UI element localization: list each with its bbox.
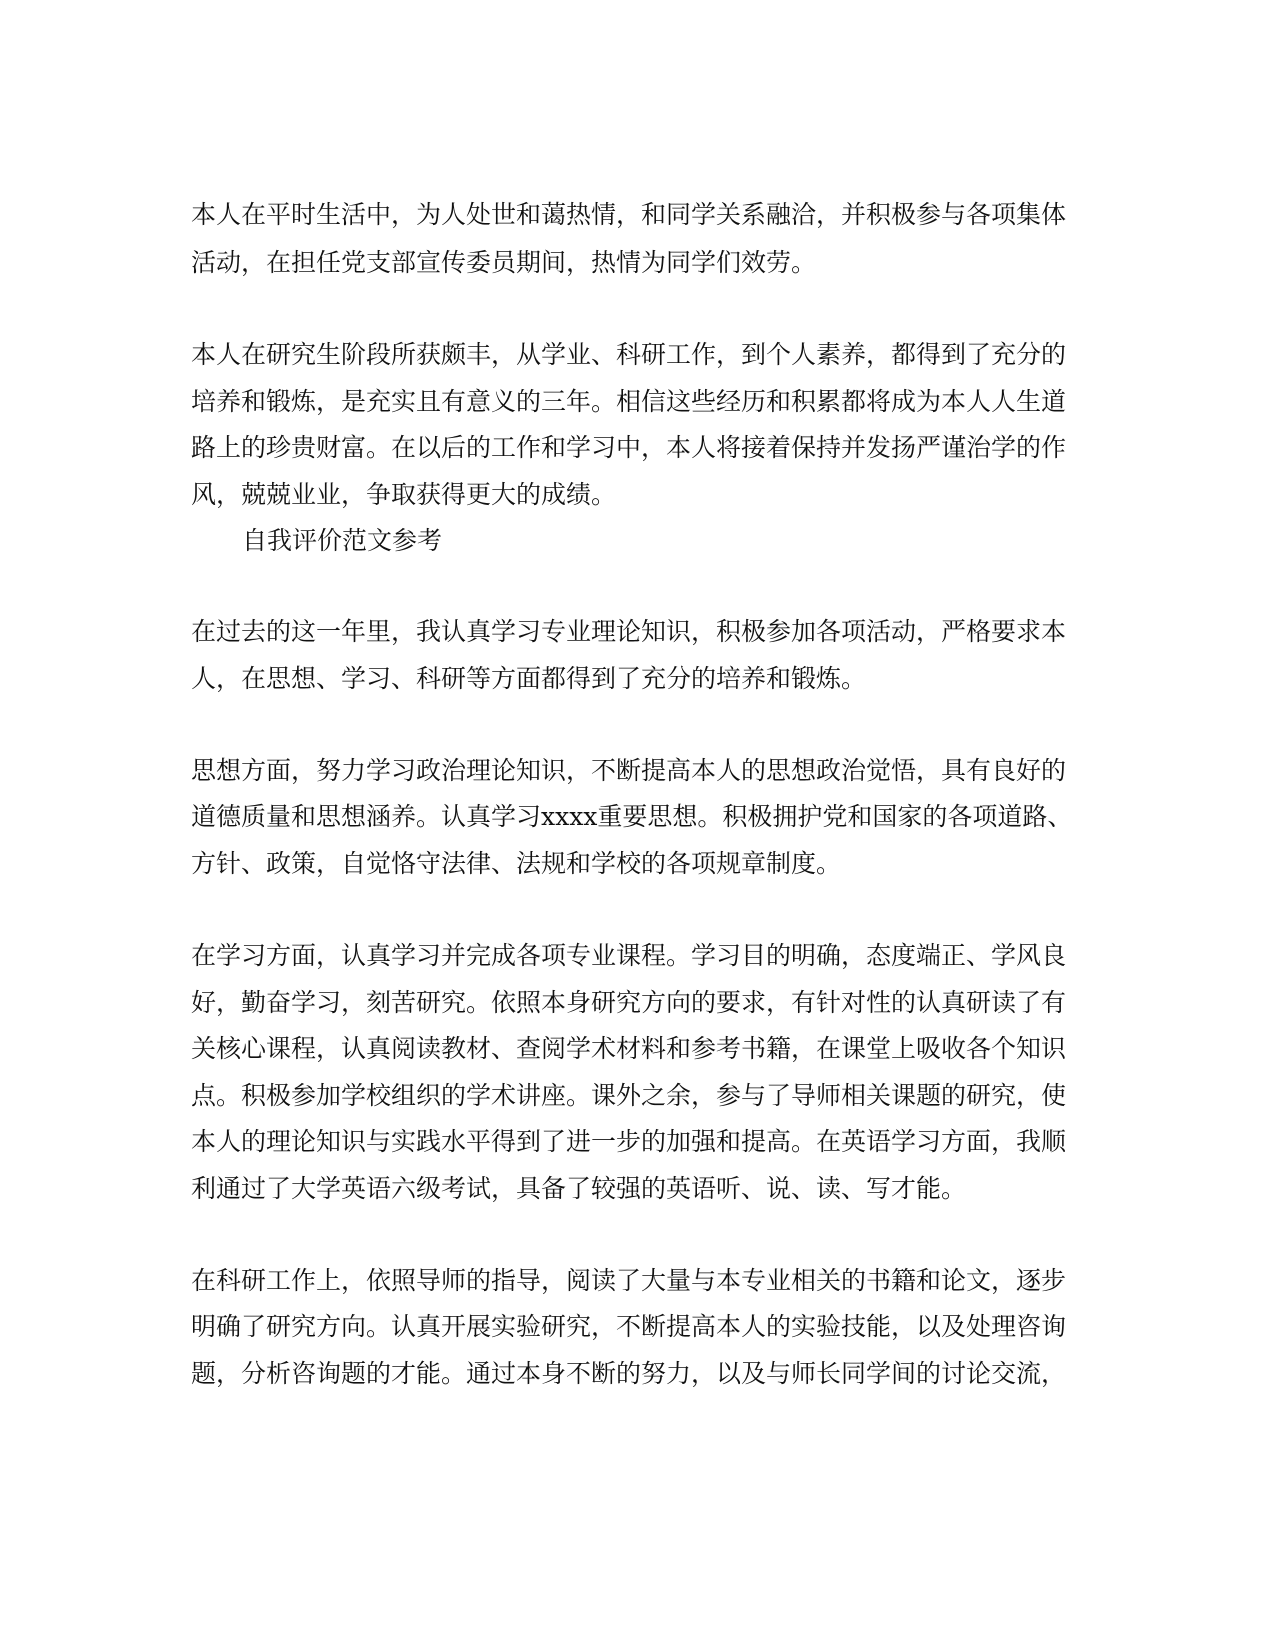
paragraph-5-line-3: 关核心课程，认真阅读教材、查阅学术材料和参考书籍，在课堂上吸收各个知识 — [191, 1034, 1067, 1063]
paragraph-3-line-2: 人，在思想、学习、科研等方面都得到了充分的培养和锻炼。 — [191, 664, 867, 693]
paragraph-4-line-3: 方针、政策，自觉恪守法律、法规和学校的各项规章制度。 — [191, 849, 842, 878]
paragraph-2-line-4: 风，兢兢业业，争取获得更大的成绩。 — [191, 480, 617, 509]
paragraph-5-line-2: 好，勤奋学习，刻苦研究。依照本身研究方向的要求，有针对性的认真研读了有 — [191, 988, 1067, 1017]
paragraph-4-line-2: 道德质量和思想涵养。认真学习xxxx重要思想。积极拥护党和国家的各项道路、 — [191, 802, 1073, 831]
section-heading: 自我评价范文参考 — [242, 526, 443, 555]
paragraph-2-line-1: 本人在研究生阶段所获颇丰，从学业、科研工作，到个人素养，都得到了充分的 — [191, 340, 1067, 369]
paragraph-6-line-1: 在科研工作上，依照导师的指导，阅读了大量与本专业相关的书籍和论文，逐步 — [191, 1266, 1067, 1295]
paragraph-5-line-6: 利通过了大学英语六级考试，具备了较强的英语听、说、读、写才能。 — [191, 1174, 967, 1203]
paragraph-1-line-2: 活动，在担任党支部宣传委员期间，热情为同学们效劳。 — [191, 248, 817, 277]
paragraph-5-line-5: 本人的理论知识与实践水平得到了进一步的加强和提高。在英语学习方面，我顺 — [191, 1127, 1067, 1156]
paragraph-1-line-1: 本人在平时生活中，为人处世和蔼热情，和同学关系融洽，并积极参与各项集体 — [191, 200, 1067, 229]
paragraph-4-line-1: 思想方面，努力学习政治理论知识，不断提高本人的思想政治觉悟，具有良好的 — [191, 756, 1067, 785]
paragraph-5-line-4: 点。积极参加学校组织的学术讲座。课外之余，参与了导师相关课题的研究，使 — [191, 1081, 1067, 1110]
paragraph-2-line-2: 培养和锻炼，是充实且有意义的三年。相信这些经历和积累都将成为本人人生道 — [191, 387, 1067, 416]
paragraph-3-line-1: 在过去的这一年里，我认真学习专业理论知识，积极参加各项活动，严格要求本 — [191, 617, 1067, 646]
paragraph-2-line-3: 路上的珍贵财富。在以后的工作和学习中，本人将接着保持并发扬严谨治学的作 — [191, 433, 1067, 462]
paragraph-6-line-2: 明确了研究方向。认真开展实验研究，不断提高本人的实验技能，以及处理咨询 — [191, 1312, 1067, 1341]
paragraph-5-line-1: 在学习方面，认真学习并完成各项专业课程。学习目的明确，态度端正、学风良 — [191, 941, 1067, 970]
paragraph-6-line-3: 题，分析咨询题的才能。通过本身不断的努力，以及与师长同学间的讨论交流， — [191, 1359, 1067, 1388]
